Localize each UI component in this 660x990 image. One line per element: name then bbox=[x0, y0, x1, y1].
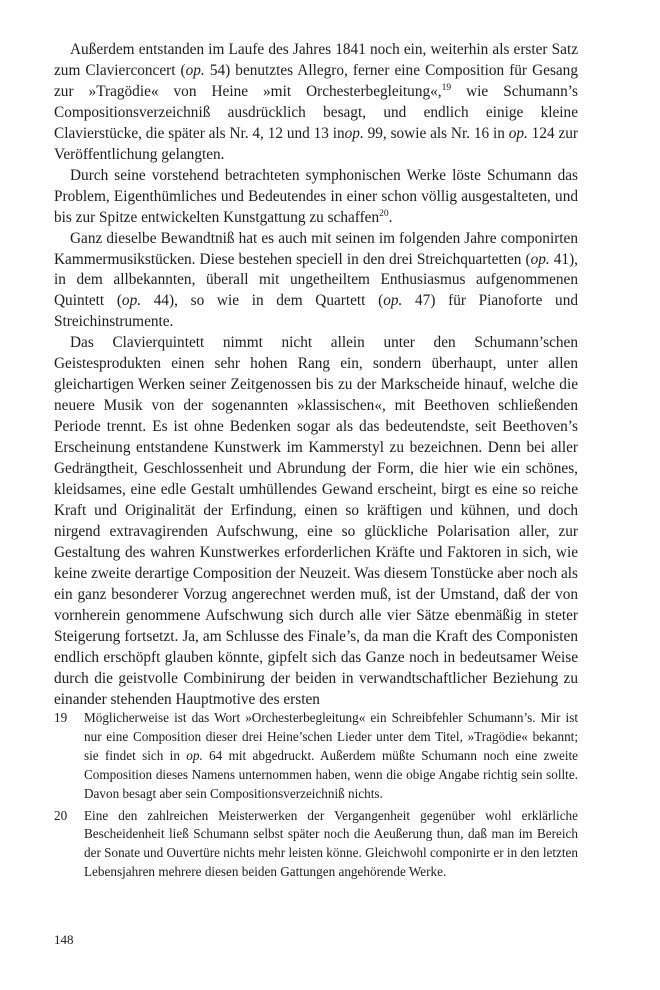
footnote-text bbox=[84, 807, 578, 883]
text-run: Durch seine vorstehend betrachteten symphonischen Werke löste Schumann das Problem, Eigenthümliches und Bedeutendes in einer schon völlig ausgestalteten, und bis zur Spitze entwickelten Kunstgattung zu schaffen bbox=[54, 166, 578, 226]
footnote-number: 19 bbox=[54, 710, 68, 725]
footnote bbox=[54, 807, 578, 883]
text-run: Möglicherweise ist das Wort »Orchesterbegleitung« ein Schreibfehler Schumann’s. Mir ist nur eine Composition dieser drei Heine’schen Lieder unter dem Titel, »Tragödie« bekannt; sie findet sich in bbox=[84, 710, 578, 763]
text-run: . bbox=[388, 208, 393, 226]
text-run: 99, sowie als Nr. 16 in bbox=[363, 124, 509, 142]
text-run: 47) für Pianoforte und Streichinstrumente. bbox=[54, 292, 578, 331]
italic-text: op. bbox=[344, 124, 364, 142]
italic-text: op. bbox=[186, 747, 203, 763]
italic-text: op. bbox=[508, 124, 528, 142]
paragraph bbox=[54, 333, 578, 710]
paragraph bbox=[54, 166, 578, 229]
italic-text: op. bbox=[121, 292, 142, 310]
text-run: Das Clavierquintett nimmt nicht allein unter den Schumann’schen Geistesprodukten einen sehr hohen Rang ein, sondern überhaupt, unter allen gleichartigen Werken seiner Zeitgenossen bis zu der Markscheide hinauf, welche die neuere Musik von der sogenannten »klassischen«, mit Beethoven schließenden Periode trennt. Es ist ohne Bedenken sogar als das bedeutendste, seit Beethoven’s Erscheinung entstandene Kunstwerk im Kammerstyl zu bezeichnen. Denn bei aller Gedrängtheit, Geschlossenheit und Abrundung der Form, die hier wie ein schönes, kleidsames, eine edle Gestalt umhüllendes Gewand erscheint, birgt es eine so reiche Kraft und Originalität der Erfindung, einen so kräftigen und kühnen, und doch nirgend extravagirenden Aufschwung, eine so glückliche Polarisation aller, zur Gestaltung des wahren Kunstwerkes erforderlichen Kräfte und Faktoren in sich, wie keine zweite derartige Composition der Neuzeit. Was diesem Tonstücke aber noch als ein ganz besonderer Vorzug angerechnet werden muß, ist der Umstand, daß der von vornherein genommene Aufschwung sich durch alle vier Sätze ebenmäßig in steter Steigerung fortsetzt. Ja, am Schlusse des Finale’s, da man die Kraft des Componisten endlich erschöpft glauben könnte, gipfelt sich das Ganze noch in bedeutsamer Weise durch die geistvolle Combinirung der beiden in verwandtschaftlicher Beziehung zu einander stehenden Hauptmotive des ersten bbox=[54, 334, 578, 708]
text-run: 54) benutztes Allegro, ferner eine Composition für Gesang zur »Tragödie« von Heine »mit Orchesterbegleitung«, bbox=[54, 61, 578, 100]
paragraph bbox=[54, 229, 578, 334]
footnotes bbox=[54, 709, 578, 885]
text-run: Ganz dieselbe Bewandtniß hat es auch mit seinen im folgenden Jahre componirten Kammermusikstücken. Diese bestehen speciell in den drei Streichquartetten ( bbox=[54, 229, 578, 268]
footnote-number: 20 bbox=[54, 807, 68, 823]
footnote bbox=[54, 709, 578, 804]
footnote-text bbox=[84, 709, 578, 804]
footnote-reference[interactable]: 20 bbox=[379, 208, 389, 219]
italic-text: op. bbox=[383, 292, 403, 310]
text-run: Außerdem entstanden im Laufe des Jahres 1841 noch ein, weiterhin als erster Satz zum Clavierconcert ( bbox=[54, 41, 578, 79]
main-text bbox=[54, 40, 578, 711]
text-run: 124 zur Veröffentlichung gelangten. bbox=[54, 124, 578, 163]
footnote-reference[interactable]: 19 bbox=[441, 82, 452, 93]
page-number: 148 bbox=[54, 932, 74, 947]
italic-text: op. bbox=[530, 250, 550, 268]
text-run: Eine den zahlreichen Meisterwerken der Vergangenheit gegenüber wohl erklärliche Bescheidenheit ließ Schumann selbst später noch die Aeußerung thun, daß man im Bereich der Sonate und Ouvertüre nichts mehr leisten könne. Gleichwohl componirte er in den letzten Lebensjahren mehrere diesen beiden Gattungen angehörende Werke. bbox=[84, 807, 578, 880]
text-run: 44), so wie in dem Quartett ( bbox=[141, 292, 384, 310]
text-run: 64 mit abgedruckt. Außerdem müßte Schumann noch eine zweite Composition dieses Namens unternommen haben, wenn die obige Angabe richtig sein sollte. Davon besagt aber sein Compositionsverzeichniß nichts. bbox=[84, 747, 578, 801]
italic-text: op. bbox=[185, 61, 205, 79]
text-run: wie Schumann’s Compositionsverzeichniß ausdrücklich besagt, und endlich einige kleine Clavierstücke, die später als Nr. 4, 12 und 13 in bbox=[54, 82, 578, 142]
paragraph bbox=[54, 40, 578, 166]
text-run: 41), in dem allbekannten, überall mit ungetheiltem Enthusiasmus aufgenommenen Quintett ( bbox=[54, 250, 578, 310]
